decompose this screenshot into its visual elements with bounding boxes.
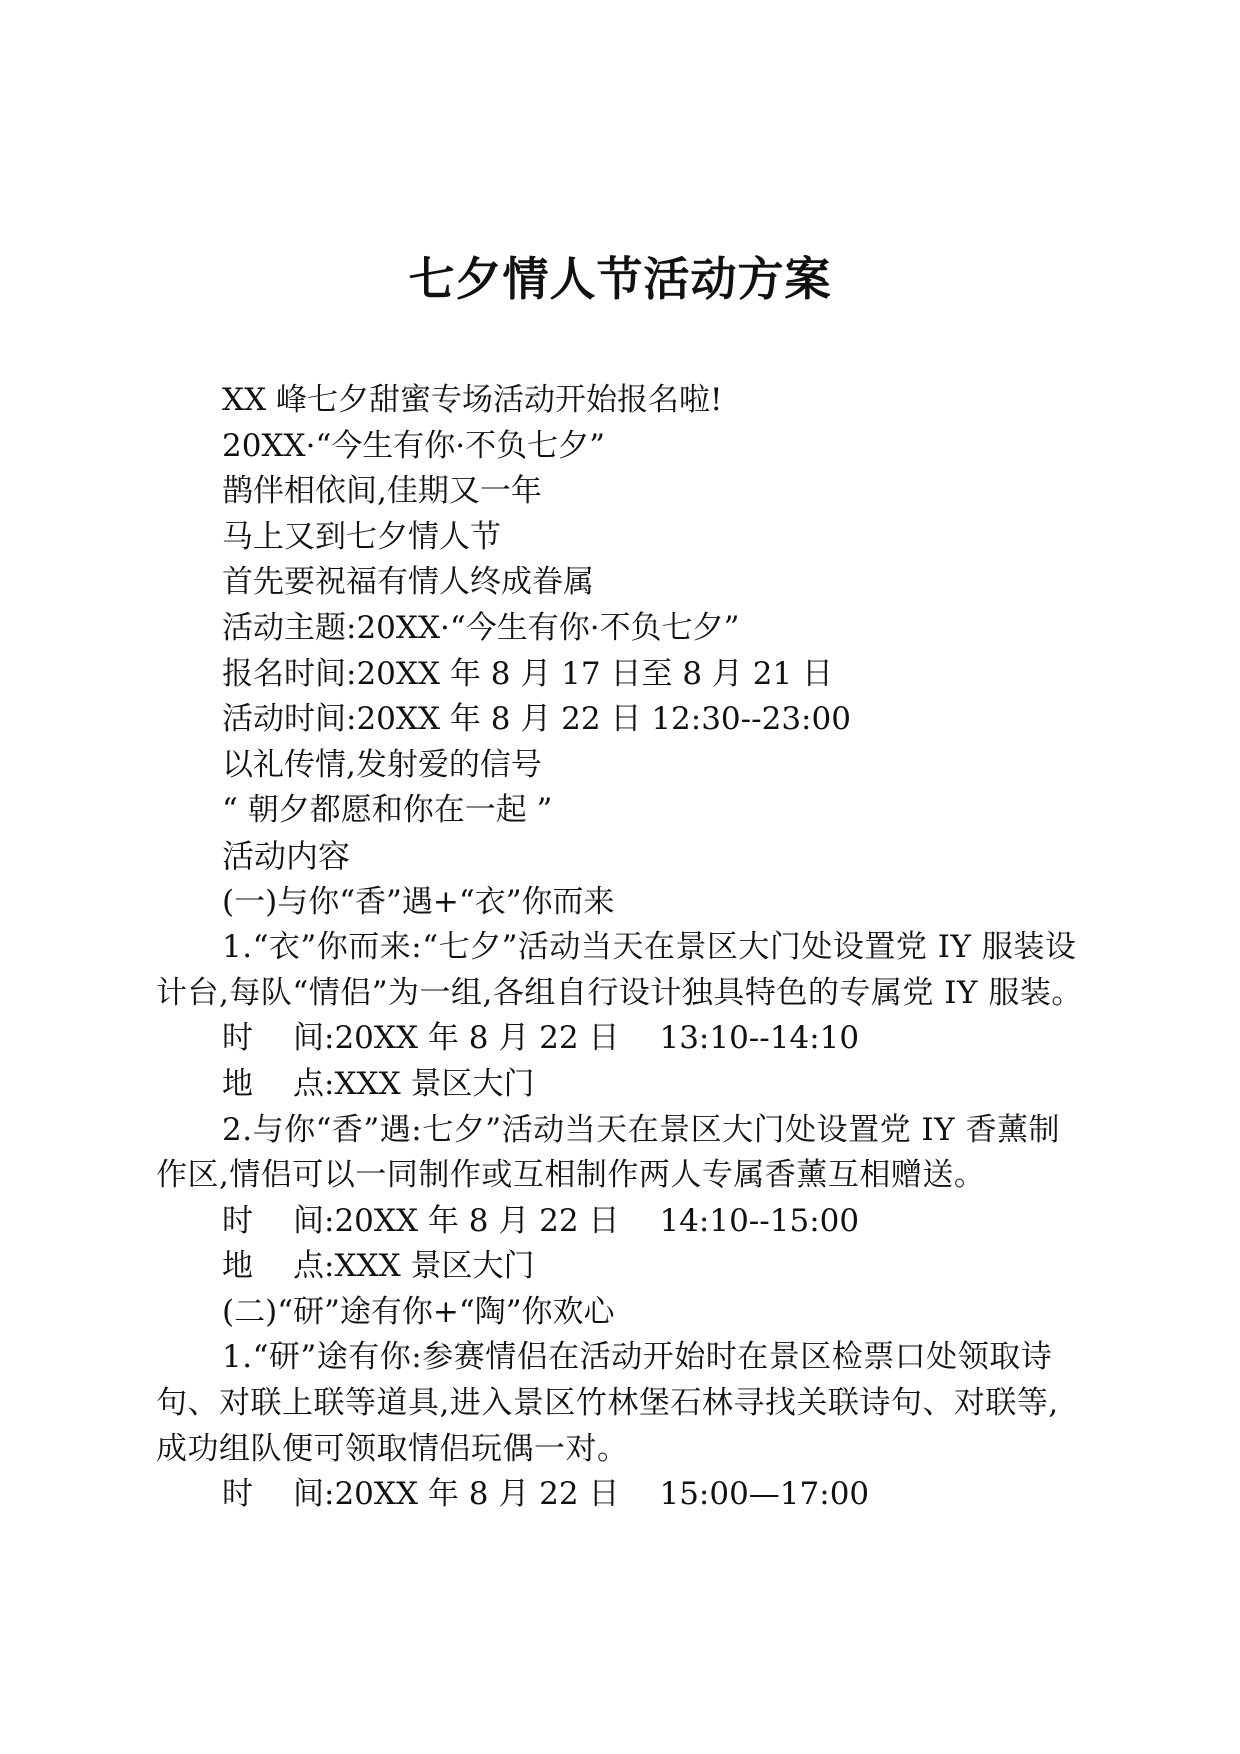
time-range: 13:10--14:10 bbox=[659, 1020, 860, 1057]
intro-line: 马上又到七夕情人节 bbox=[222, 518, 501, 555]
time-date: 间:20XX 年 8 月 22 日 bbox=[293, 1202, 620, 1239]
time-line bbox=[156, 1016, 1086, 1062]
time-date: 间:20XX 年 8 月 22 日 bbox=[293, 1476, 620, 1513]
document-body bbox=[156, 378, 1086, 1518]
section-heading: (一)与你“香”遇+“衣”你而来 bbox=[222, 883, 615, 920]
intro-line: 20XX·“今生有你·不负七夕” bbox=[222, 427, 605, 464]
time-line bbox=[156, 1199, 1086, 1245]
document-title: 七夕情人节活动方案 bbox=[408, 252, 832, 306]
time-label: 时 bbox=[222, 1476, 253, 1513]
intro-line: 鹊伴相依间,佳期又一年 bbox=[222, 473, 542, 510]
intro-line: 以礼传情,发射爱的信号 bbox=[222, 746, 542, 783]
time-label: 时 bbox=[222, 1202, 253, 1239]
time-range: 15:00—17:00 bbox=[659, 1476, 870, 1513]
content-heading: 活动内容 bbox=[222, 836, 351, 875]
intro-line: XX 峰七夕甜蜜专场活动开始报名啦! bbox=[222, 382, 723, 418]
time-date: 间:20XX 年 8 月 22 日 bbox=[293, 1020, 620, 1057]
section-paragraph: 1.“衣”你而来:“七夕”活动当天在景区大门处设置党 IY 服装设计台,每队“情侣”为一组,各组自行设计独具特色的专属党 IY 服装。 bbox=[156, 929, 1083, 1011]
section-paragraph: 2.与你“香”遇:七夕”活动当天在景区大门处设置党 IY 香薰制作区,情侣可以一同制作或互相制作两人专属香薰互相赠送。 bbox=[156, 1111, 1060, 1194]
activity-time-line: 活动时间:20XX 年 8 月 22 日 12:30--23:00 bbox=[222, 701, 851, 738]
place-label: 地 bbox=[222, 1248, 253, 1285]
time-range: 14:10--15:00 bbox=[659, 1202, 860, 1239]
registration-time-line: 报名时间:20XX 年 8 月 17 日至 8 月 21 日 bbox=[222, 655, 834, 692]
activity-theme-line: 活动主题:20XX·“今生有你·不负七夕” bbox=[222, 609, 740, 646]
time-label: 时 bbox=[222, 1020, 253, 1057]
intro-line: “ 朝夕都愿和你在一起 ” bbox=[222, 792, 553, 829]
section-heading: (二)“研”途有你+“陶”你欢心 bbox=[222, 1293, 615, 1330]
section-paragraph: 1.“研”途有你:参赛情侣在活动开始时在景区检票口处领取诗句、对联上联等道具,进入景区竹林堡石林寻找关联诗句、对联等,成功组队便可领取情侣玩偶一对。 bbox=[156, 1339, 1059, 1467]
place-value: 点:XXX 景区大门 bbox=[293, 1248, 535, 1285]
intro-line: 首先要祝福有情人终成眷属 bbox=[222, 564, 594, 601]
place-value: 点:XXX 景区大门 bbox=[293, 1065, 535, 1102]
place-line bbox=[156, 1244, 1086, 1290]
place-label: 地 bbox=[222, 1065, 253, 1102]
time-line bbox=[156, 1472, 1086, 1518]
place-line bbox=[156, 1062, 1086, 1108]
